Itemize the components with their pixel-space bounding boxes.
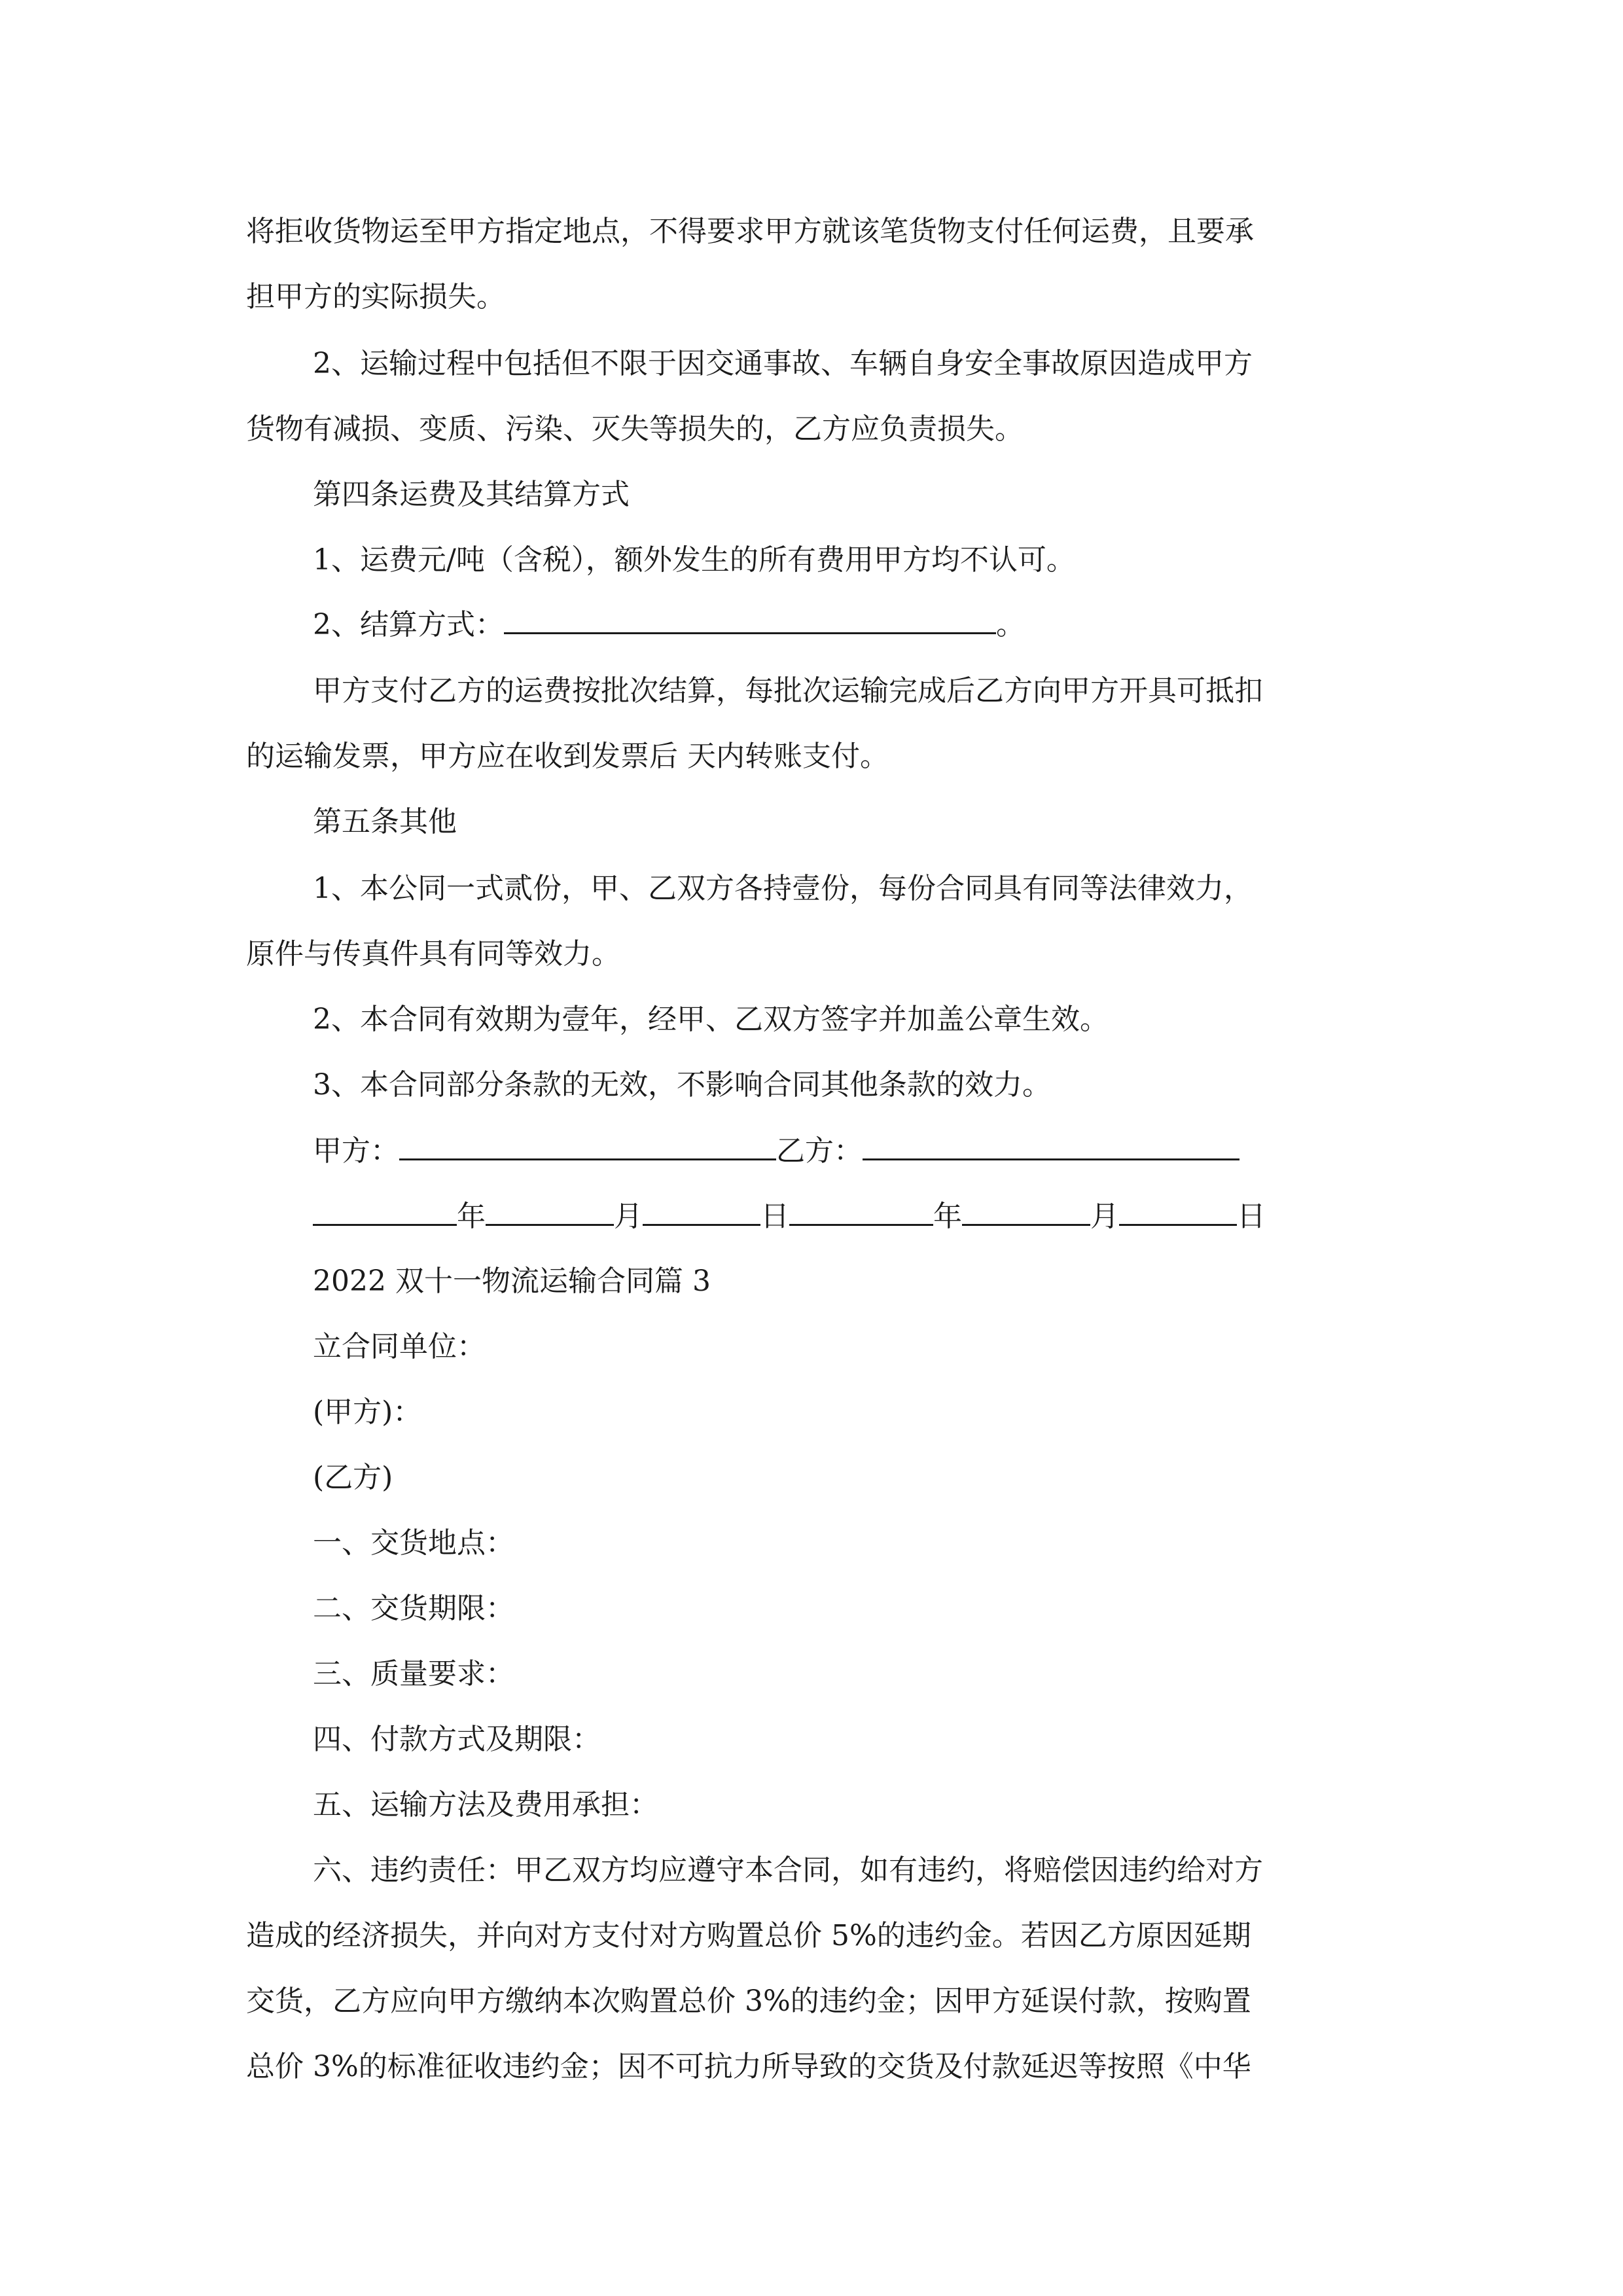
settlement-line [313,606,1025,643]
party-b-label: 乙方： [776,1134,863,1168]
paragraph-line: 3、本合同部分条款的无效，不影响合同其他条款的效力。 [313,1068,1051,1102]
month-label: 月 [614,1200,643,1233]
paragraph-line: 的运输发票，甲方应在收到发票后 天内转账支付。 [246,740,889,773]
paragraph-line: 1、运费元/吨（含税），额外发生的所有费用甲方均不认可。 [313,543,1075,577]
clause-heading: 五、运输方法及费用承担： [313,1788,658,1821]
signature-row [313,1132,1240,1170]
section-heading: 第五条其他 [313,805,457,838]
paragraph-line: 造成的经济损失，并向对方支付对方购置总价 5%的违约金。若因乙方原因延期 [246,1919,1251,1952]
month-label: 月 [1090,1200,1119,1233]
paragraph-line: 甲方支付乙方的运费按批次结算，每批次运输完成后乙方向甲方开具可抵扣 [313,674,1263,708]
month-blank [486,1198,614,1226]
year-label: 年 [457,1200,486,1233]
document-title: 2022 双十一物流运输合同篇 3 [313,1265,711,1298]
settlement-blank [504,606,996,634]
paragraph-line: 交货，乙方应向甲方缴纳本次购置总价 3%的违约金；因甲方延误付款，按购置 [246,1984,1251,2018]
paragraph-line: (乙方) [313,1461,393,1494]
paragraph-line: 1、本公同一式贰份，甲、乙双方各持壹份，每份合同具有同等法律效力， [313,872,1253,905]
clause-heading: 四、付款方式及期限： [313,1723,601,1756]
day-blank [1119,1198,1237,1226]
clause-heading: 三、质量要求： [313,1657,514,1691]
day-blank [643,1198,760,1226]
paragraph-line: 六、违约责任：甲乙双方均应遵守本合同，如有违约，将赔偿因违约给对方 [313,1854,1263,1887]
settlement-end: 。 [996,608,1025,641]
day-label: 日 [760,1200,789,1233]
paragraph-line: 立合同单位： [313,1330,486,1363]
paragraph-line: 2、运输过程中包括但不限于因交通事故、车辆自身安全事故原因造成甲方 [313,347,1253,380]
paragraph-line: 货物有减损、变质、污染、灭失等损失的，乙方应负责损失。 [246,412,1024,446]
year-label: 年 [933,1200,962,1233]
paragraph-line: 原件与传真件具有同等效力。 [246,937,620,971]
settlement-label: 2、结算方式： [313,608,504,641]
paragraph-line: 担甲方的实际损失。 [246,280,505,314]
paragraph-line: 总价 3%的标准征收违约金；因不可抗力所导致的交货及付款延迟等按照《中华 [246,2050,1251,2083]
year-blank [313,1198,457,1226]
day-label: 日 [1237,1200,1266,1233]
paragraph-line: 将拒收货物运至甲方指定地点，不得要求甲方就该笔货物支付任何运费，且要承 [246,215,1254,248]
party-a-blank [399,1132,776,1160]
month-blank [962,1198,1090,1226]
paragraph-line: 2、本合同有效期为壹年，经甲、乙双方签字并加盖公章生效。 [313,1003,1109,1036]
section-heading: 第四条运费及其结算方式 [313,478,630,511]
paragraph-line: (甲方)： [313,1395,422,1429]
clause-heading: 二、交货期限： [313,1592,514,1625]
clause-heading: 一、交货地点： [313,1526,514,1560]
year-blank [789,1198,933,1226]
party-a-label: 甲方： [313,1134,399,1168]
date-row [313,1198,1266,1235]
party-b-blank [863,1132,1240,1160]
